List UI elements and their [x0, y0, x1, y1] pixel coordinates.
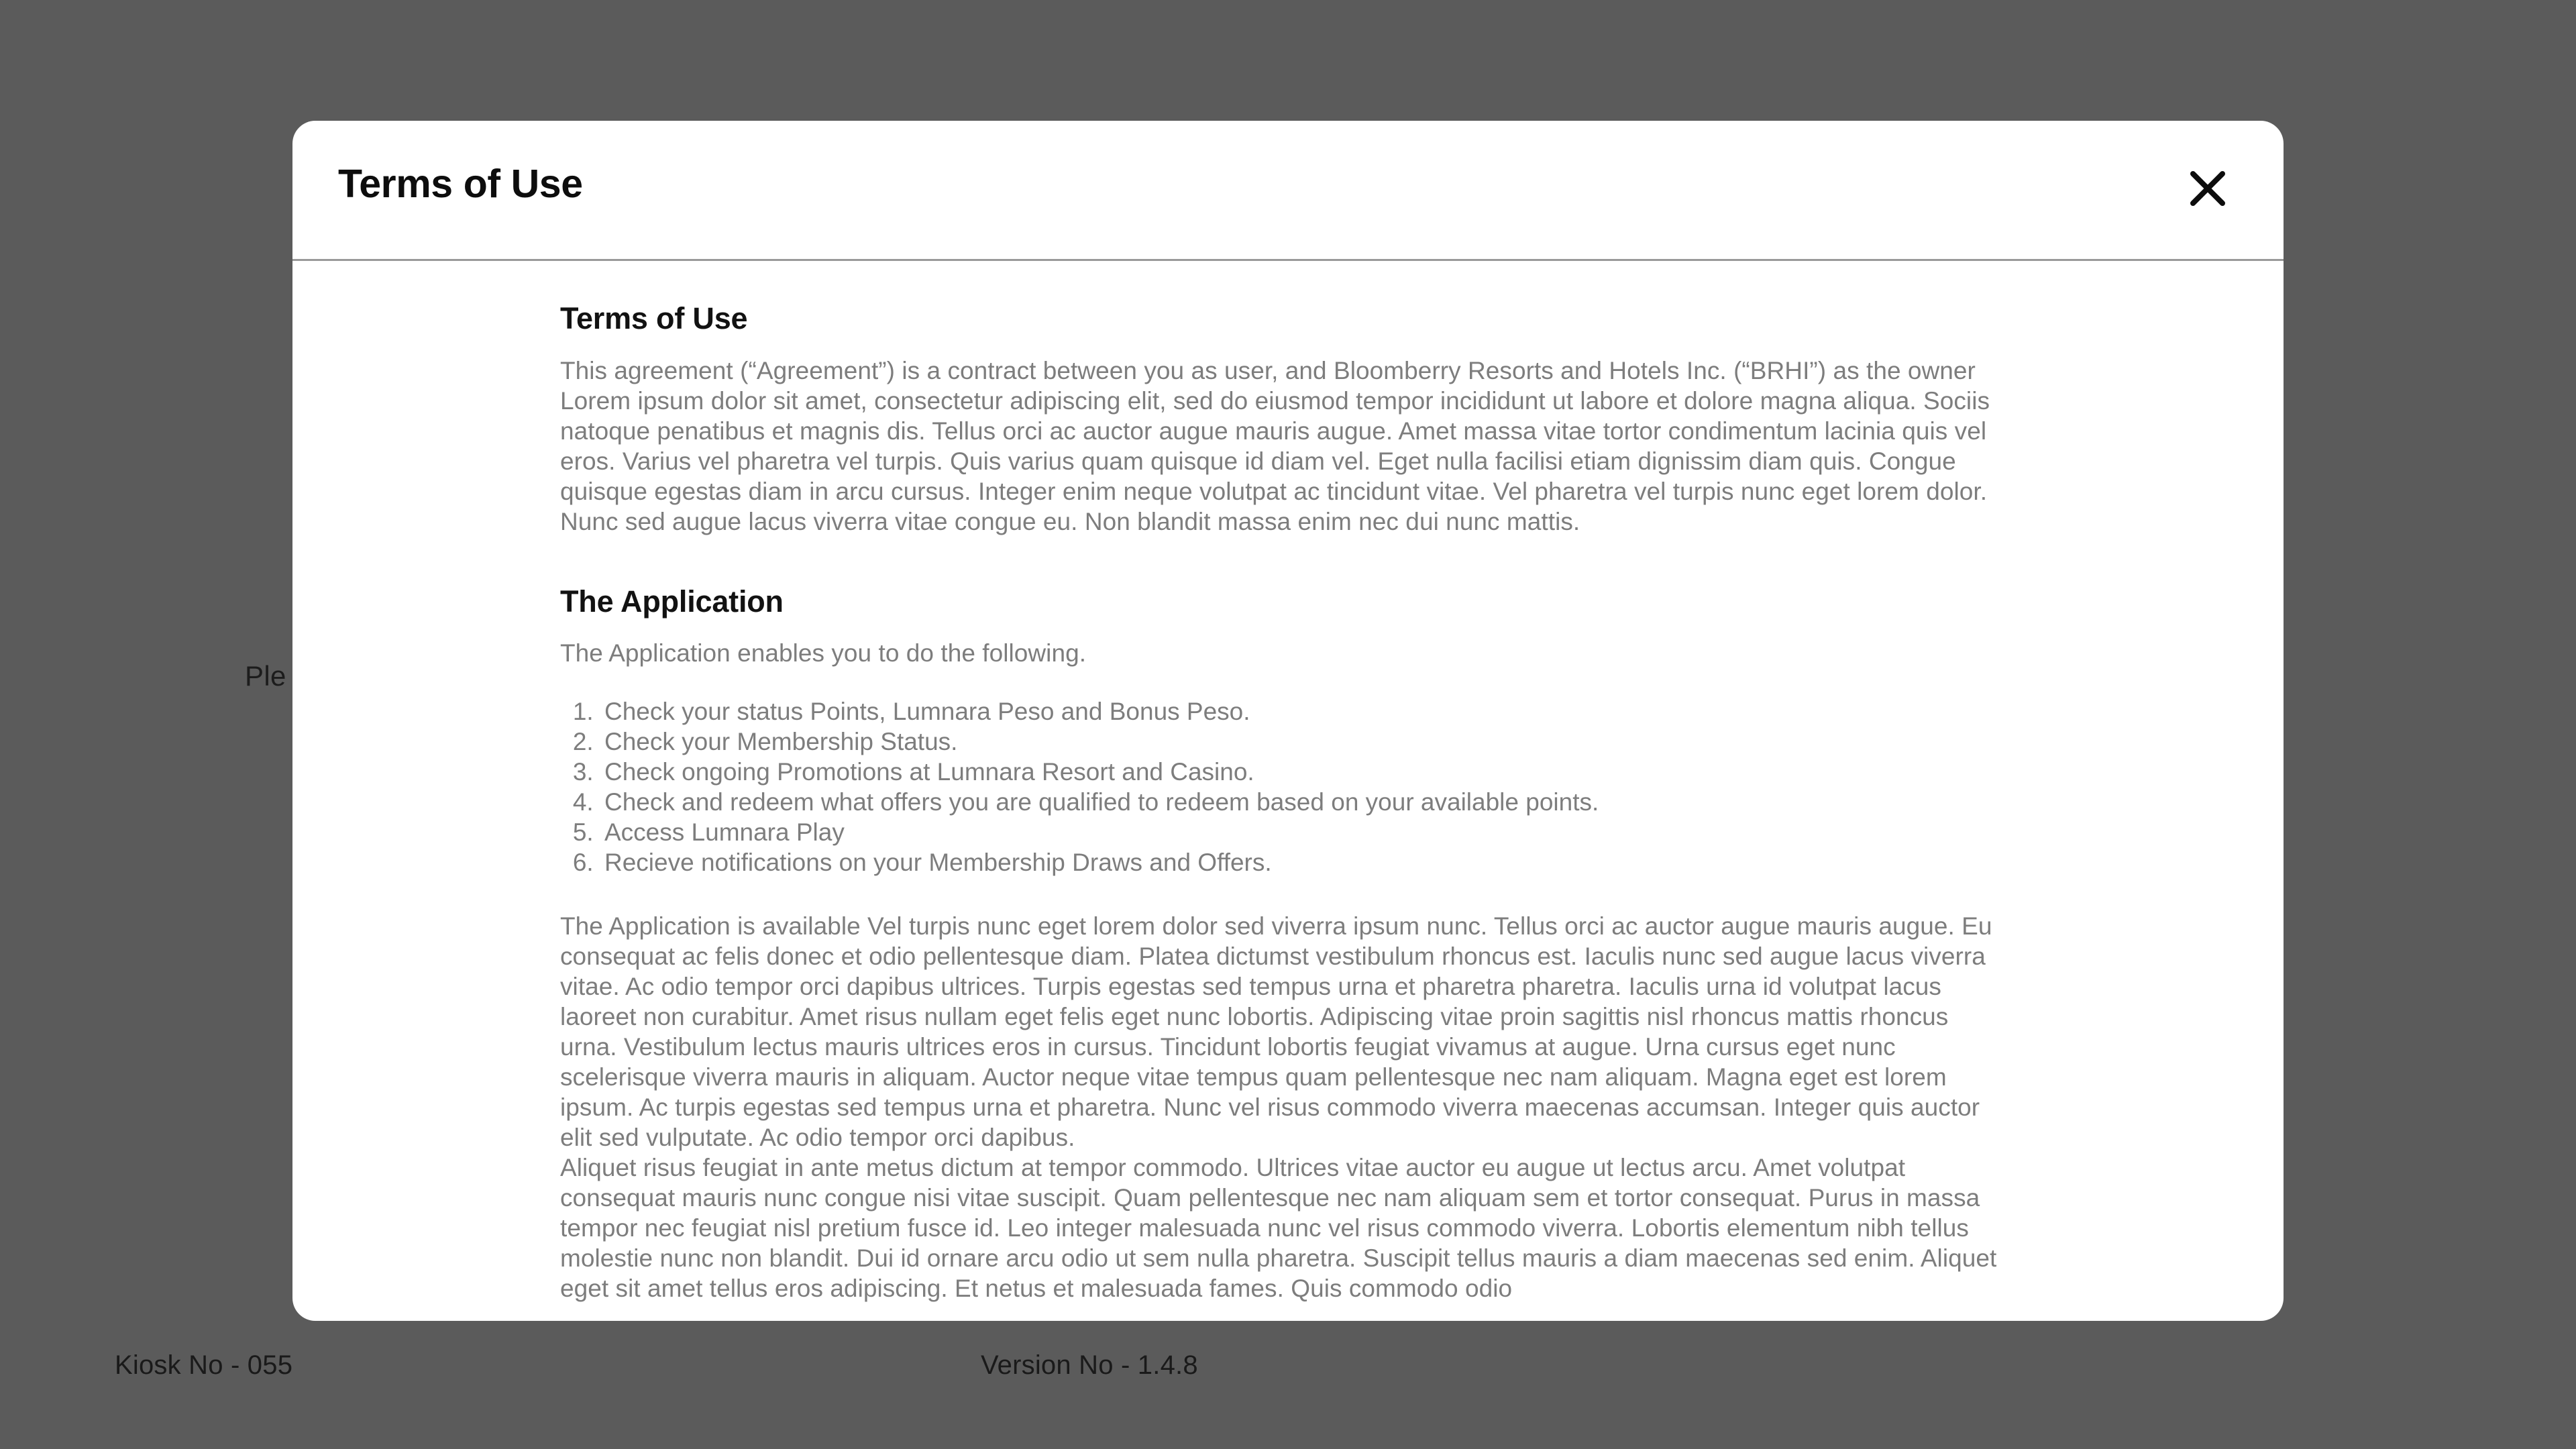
application-intro-paragraph: The Application enables you to do the following.	[560, 639, 1087, 667]
dialog-header	[292, 121, 2284, 259]
footer-version-number: Version No - 1.4.8	[981, 1350, 1198, 1380]
list-item: 3. Check ongoing Promotions at Lumnara Resort and Casino.	[600, 757, 2216, 787]
availability-paragraph: The Application is available Vel turpis nunc eget lorem dolor sed viverra ipsum nunc. Tellus orci ac auctor augue mauris augue. Eu consequat ac felis donec et odio pellentesque diam. Platea dictumst vestibulum rhoncus est. Iaculis nunc sed augue lacus viverra vitae. Ac odio tempor orci dapibus ultrices. Turpis egestas sed tempus urna et pharetra pharetra. Iaculis urna id volutpat lacus laoreet non curabitur. Amet risus nullam eget felis eget nunc lobortis. Adipiscing vitae proin sagittis nisl rhoncus mattis rhoncus urna. Vestibulum lectus mauris ultrices eros in cursus. Tincidunt lobortis feugiat vivamus at augue. Urna cursus eget nunc scelerisque viverra mauris in aliquam. Auctor neque vitae tempus quam pellentesque nec nam aliquam. Magna eget est lorem ipsum. Ac turpis egestas sed tempus urna et pharetra. Nunc vel risus commodo viverra maecenas accumsan. Integer quis auctor elit sed vulputate. Ac odio tempor orci dapibus.	[560, 912, 1992, 1151]
terms-heading: Terms of Use	[560, 301, 748, 335]
closing-paragraph: Aliquet risus feugiat in ante metus dictum at tempor commodo. Ultrices vitae auctor eu augue ut lectus arcu. Amet volutpat consequat mauris nunc congue nisi vitae suscipit. Quam pellentesque nec nam aliquam sem et tortor consequat. Purus in massa tempor nec feugiat nisl pretium fusce id. Leo integer malesuada nunc vel risus commodo viverra. Lobortis elementum nibh tellus molestie nunc non blandit. Dui id ornare arcu odio ut sem nulla pharetra. Suscipit tellus mauris a diam maecenas sed enim. Aliquet eget sit amet tellus eros adipiscing. Et netus et malesuada fames. Quis commodo odio	[560, 1154, 1997, 1302]
dialog-content	[292, 261, 2284, 1303]
dialog-title: Terms of Use	[338, 162, 583, 206]
dialog-scroll-area[interactable]	[292, 261, 2284, 1321]
list-item: 6. Recieve notifications on your Membership Draws and Offers.	[600, 847, 2216, 877]
kiosk-prompt-text: Ple	[245, 660, 286, 692]
list-item: 5. Access Lumnara Play	[600, 817, 2216, 847]
list-item: 1. Check your status Points, Lumnara Peso and Bonus Peso.	[600, 696, 2216, 727]
close-button[interactable]	[2178, 158, 2238, 219]
list-item: 2. Check your Membership Status.	[600, 727, 2216, 757]
application-capabilities-list	[560, 696, 2216, 877]
list-item: 4. Check and redeem what offers you are qualified to redeem based on your available points.	[600, 787, 2216, 817]
application-heading: The Application	[560, 584, 784, 619]
close-x-icon	[2188, 169, 2227, 208]
footer-kiosk-number: Kiosk No - 055	[115, 1350, 293, 1380]
terms-of-use-dialog	[292, 121, 2284, 1321]
intro-paragraph: This agreement (“Agreement”) is a contract between you as user, and Bloomberry Resorts and Hotels Inc. (“BRHI”) as the owner Lorem ipsum dolor sit amet, consectetur adipiscing elit, sed do eiusmod tempor incididunt ut labore et dolore magna aliqua. Sociis natoque penatibus et magnis dis. Tellus orci ac auctor augue mauris augue. Amet massa vitae tortor condimentum lacinia quis vel eros. Varius vel pharetra vel turpis. Quis varius quam quisque id diam vel. Eget nulla facilisi etiam dignissim diam quis. Congue quisque egestas diam in arcu cursus. Integer enim neque volutpat ac tincidunt vitae. Vel pharetra vel turpis nunc eget lorem dolor. Nunc sed augue lacus viverra vitae congue eu. Non blandit massa enim nec dui nunc mattis.	[560, 356, 1990, 535]
